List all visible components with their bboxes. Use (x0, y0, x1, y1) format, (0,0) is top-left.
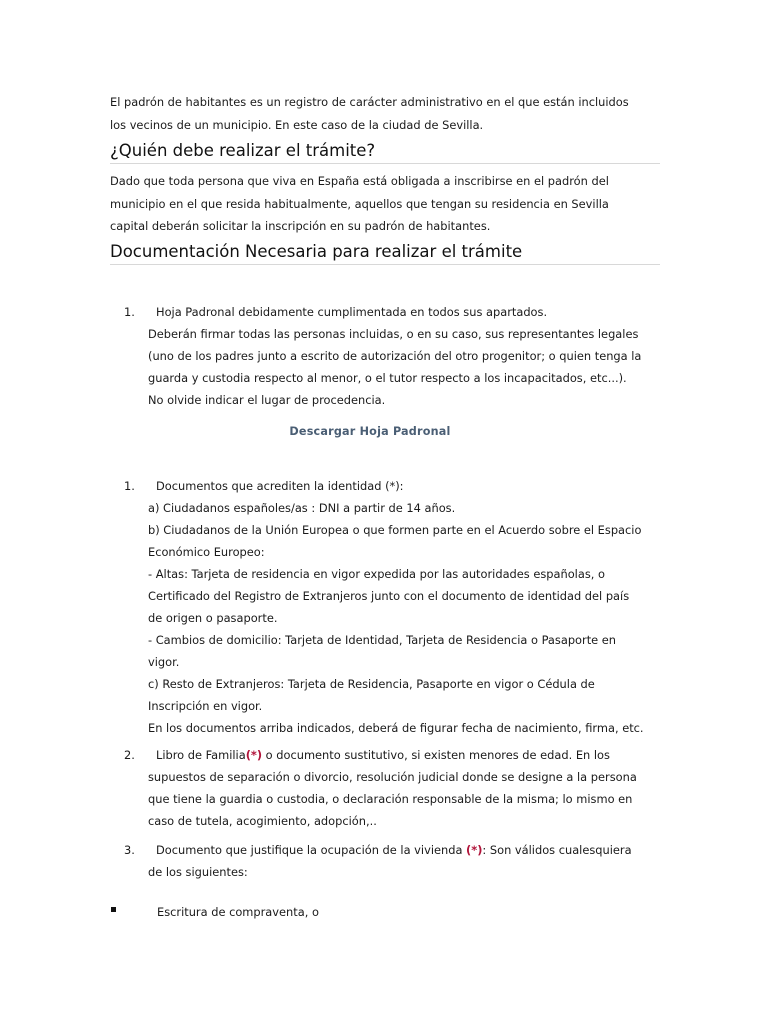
required-mark: (*) (466, 843, 483, 857)
list-number: 1. (124, 479, 135, 493)
who-paragraph (110, 170, 670, 238)
title-text: Libro de Familia (156, 748, 246, 762)
body-line: caso de tutela, acogimiento, adopción,.. (148, 814, 377, 828)
body-line: de los siguientes: (148, 865, 248, 879)
body-line: supuestos de separación o divorcio, resolución judicial donde se designe a la persona (148, 770, 637, 784)
list-item-body (148, 497, 668, 739)
list-item-title: Hoja Padronal debidamente cumplimentada en todos sus apartados. (156, 305, 548, 319)
who-line-3: capital deberán solicitar la inscripción en su padrón de habitantes. (110, 219, 491, 233)
list-item-title: Documentos que acrediten la identidad (*): (156, 479, 404, 493)
list-item-title (156, 744, 610, 766)
required-mark: (*) (245, 748, 263, 762)
body-line: c) Resto de Extranjeros: Tarjeta de Residencia, Pasaporte en vigor o Cédula de (148, 677, 595, 691)
body-line: En los documentos arriba indicados, deberá de figurar fecha de nacimiento, firma, etc. (148, 721, 644, 735)
square-bullet-icon (110, 906, 118, 914)
body-line: vigor. (148, 655, 180, 669)
list-item-title (156, 839, 632, 861)
intro-line-2: los vecinos de un municipio. En este caso de la ciudad de Sevilla. (110, 117, 484, 132)
body-line: guarda y custodia respecto al menor, o el tutor respecto a los incapacitados, etc...). (148, 371, 627, 385)
list-number: 1. (124, 305, 135, 319)
who-line-1: Dado que toda persona que viva en España está obligada a inscribirse en el padrón del (110, 174, 609, 188)
body-line: (uno de los padres junto a escrito de autorización del otro progenitor; o quien tenga la (148, 349, 642, 363)
title-text: Documento que justifique la ocupación de la vivienda (156, 843, 467, 857)
list-number: 2. (124, 748, 135, 762)
body-line: Deberán firmar todas las personas incluidas, o en su caso, sus representantes legales (148, 327, 639, 341)
body-line: - Cambios de domicilio: Tarjeta de Identidad, Tarjeta de Residencia o Pasaporte en (148, 633, 617, 647)
intro-paragraph (110, 91, 670, 136)
body-line: a) Ciudadanos españoles/as : DNI a partir de 14 años. (148, 501, 456, 515)
intro-line-1: El padrón de habitantes es un registro de carácter administrativo en el que están incluidos (110, 95, 629, 109)
download-hoja-padronal-link[interactable]: Descargar Hoja Padronal (289, 425, 451, 438)
list-item-body (148, 766, 668, 832)
body-line: Inscripción en vigor. (148, 699, 263, 713)
body-line: No olvide indicar el lugar de procedencia. (148, 393, 386, 407)
body-line: Certificado del Registro de Extranjeros junto con el documento de identidad del país (148, 589, 630, 603)
body-line: b) Ciudadanos de la Unión Europea o que formen parte en el Acuerdo sobre el Espacio (148, 523, 642, 537)
who-line-2: municipio en el que resida habitualmente, aquellos que tengan su residencia en Sevilla (110, 196, 609, 211)
list-item-body (148, 861, 668, 883)
body-line: que tiene la guardia o custodia, o declaración responsable de la misma; lo mismo en (148, 792, 633, 806)
heading-documentacion: Documentación Necesaria para realizar el trámite (110, 241, 660, 265)
body-line: de origen o pasaporte. (148, 611, 278, 625)
title-text: : Son válidos cualesquiera (482, 843, 632, 857)
list-item-body (148, 323, 668, 411)
heading-quien-debe: ¿Quién debe realizar el trámite? (110, 140, 660, 164)
bullet-item-escritura: Escritura de compraventa, o (157, 905, 319, 919)
body-line: Económico Europeo: (148, 545, 265, 559)
title-text: o documento sustitutivo, si existen menores de edad. En los (262, 748, 610, 762)
list-number: 3. (124, 843, 135, 857)
body-line: - Altas: Tarjeta de residencia en vigor expedida por las autoridades españolas, o (148, 567, 605, 581)
